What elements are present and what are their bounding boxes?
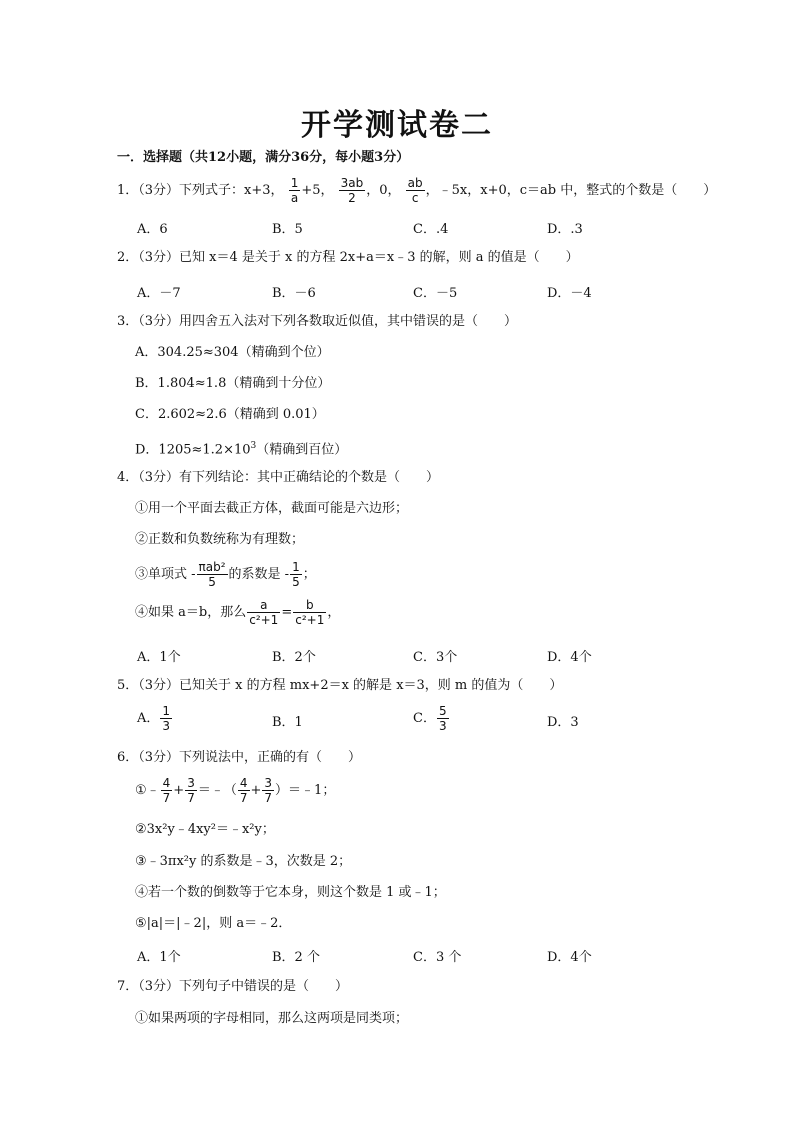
q6-option-c: C．3 个 — [413, 950, 462, 965]
denominator: 3 — [438, 719, 447, 733]
q1-option-d: D．.3 — [547, 222, 583, 237]
q1-fraction-3 — [406, 176, 425, 205]
q4-statement-1: ①用一个平面去截正方体，截面可能是六边形； — [135, 501, 409, 516]
q4-s4-fraction-1 — [247, 598, 280, 627]
q4-option-a: A．1个 — [137, 650, 181, 665]
q6-s1-frac-4 — [262, 776, 274, 805]
q2-option-a: A．－7 — [137, 286, 181, 301]
q4-option-b: B．2个 — [272, 650, 316, 665]
q4-s4-fraction-2 — [293, 598, 326, 627]
q3-option-c: C．2.602≈2.6（精确到 0.01） — [135, 407, 325, 422]
q1-expr-3: ，0， — [366, 183, 401, 198]
numerator: πab² — [198, 560, 226, 574]
q6-statement-1 — [135, 776, 335, 805]
denominator: 7 — [187, 791, 195, 805]
q2-option-c: C．－5 — [413, 286, 458, 301]
numerator: b — [293, 598, 326, 613]
q1-prefix: 1．（3分）下列式子： — [117, 183, 245, 198]
q4-option-d: D．4个 — [547, 650, 592, 665]
denominator: c²+1 — [249, 613, 279, 627]
q6-option-a: A．1个 — [137, 950, 181, 965]
q3-d-note: （精确到百位） — [256, 442, 348, 458]
question-2: 2．（3分）已知 x＝4 是关于 x 的方程 2x+a＝x﹣3 的解，则 a 的值是（ ） — [117, 250, 579, 265]
q3-option-b: B．1.804≈1.8（精确到十分位） — [135, 376, 331, 391]
q6-s1-plus-2: + — [250, 783, 262, 798]
q6-statement-5: ⑤|a|＝|﹣2|，则 a＝﹣2． — [135, 916, 292, 931]
numerator: 3 — [187, 776, 195, 790]
q2-option-b: B．－6 — [272, 286, 316, 301]
q4-statement-2: ②正数和负数统称为有理数； — [135, 532, 305, 547]
q5-a-label: A． — [137, 711, 160, 726]
q5-option-d: D．3 — [547, 715, 579, 730]
q4-statement-3 — [135, 560, 316, 589]
numerator: 3ab — [340, 176, 364, 190]
q4-s4-equals: = — [281, 605, 293, 620]
question-5: 5．（3分）已知关于 x 的方程 mx+2＝x 的解是 x＝3，则 m 的值为（ ） — [117, 678, 563, 693]
q5-option-b: B．1 — [272, 715, 303, 730]
q6-statement-3: ③﹣3πx²y 的系数是﹣3，次数是 2； — [135, 854, 352, 869]
denominator: c — [411, 191, 419, 205]
q2-option-d: D．－4 — [547, 286, 592, 301]
q1-option-c: C．.4 — [413, 222, 449, 237]
denominator: 5 — [292, 575, 300, 589]
q6-s1-plus: + — [173, 783, 185, 798]
q5-option-c — [413, 704, 450, 733]
question-3: 3．（3分）用四舍五入法对下列各数取近似值，其中错误的是（ ） — [117, 314, 518, 329]
numerator: 3 — [264, 776, 273, 790]
numerator: 5 — [438, 704, 447, 718]
q1-expr-1: x+3， — [244, 183, 284, 198]
q6-s1-text: ①﹣ — [135, 783, 160, 798]
q6-s1-frac-1 — [161, 776, 173, 805]
q4-option-c: C．3个 — [413, 650, 458, 665]
q6-s1-frac-3 — [238, 776, 250, 805]
q1-fraction-1 — [289, 176, 301, 205]
q7-statement-1: ①如果两项的字母相同，那么这两项是同类项； — [135, 1011, 409, 1026]
question-7: 7．（3分）下列句子中错误的是（ ） — [117, 979, 349, 994]
q1-expr-2: +5， — [301, 183, 334, 198]
denominator: a — [290, 191, 299, 205]
q1-option-a: A．6 — [137, 222, 168, 237]
q4-s3-fraction — [197, 560, 228, 589]
question-6: 6．（3分）下列说法中，正确的有（ ） — [117, 750, 362, 765]
question-1 — [117, 176, 716, 205]
numerator: 1 — [292, 560, 300, 574]
denominator: 5 — [208, 575, 216, 589]
q3-d-text: D．1205≈1.2×10 — [135, 442, 251, 458]
q4-s3-end: ； — [302, 567, 316, 582]
q3-d-exponent: 3 — [250, 441, 257, 451]
numerator: a — [247, 598, 280, 613]
q4-s3-text-2: 的系数是 - — [228, 567, 290, 582]
numerator: 1 — [290, 176, 299, 190]
page-title: 开学测试卷二 — [301, 108, 493, 143]
q4-s3-fraction-2 — [290, 560, 302, 589]
q5-option-a — [137, 704, 173, 733]
q5-c-label: C． — [413, 711, 436, 726]
section-heading: 一．选择题（共12小题，满分36分，每小题3分） — [117, 150, 410, 165]
q3-option-d — [135, 437, 347, 459]
q4-s4-text: ④如果 a＝b，那么 — [135, 605, 247, 620]
denominator: 7 — [162, 791, 171, 805]
denominator: 3 — [162, 719, 171, 733]
denominator: c²+1 — [295, 613, 325, 627]
q3-option-a: A．304.25≈304（精确到个位） — [135, 345, 330, 360]
q5-a-fraction — [160, 704, 172, 733]
q6-s1-end: ）＝﹣1； — [275, 783, 336, 798]
q6-statement-4: ④若一个数的倒数等于它本身，则这个数是 1 或﹣1； — [135, 885, 446, 900]
q1-fraction-2 — [339, 176, 366, 205]
denominator: 7 — [264, 791, 273, 805]
q6-s1-frac-2 — [185, 776, 197, 805]
q6-s1-mid: ＝﹣（ — [197, 783, 237, 798]
q1-option-b: B．5 — [272, 222, 303, 237]
numerator: 4 — [239, 776, 248, 790]
q4-s4-end: ， — [327, 605, 341, 620]
q6-option-b: B．2 个 — [272, 950, 320, 965]
denominator: 2 — [348, 191, 356, 205]
denominator: 7 — [239, 791, 248, 805]
numerator: 1 — [162, 704, 171, 718]
q4-statement-4 — [135, 598, 340, 627]
numerator: 4 — [162, 776, 171, 790]
q6-statement-2: ②3x²y﹣4xy²＝﹣x²y； — [135, 822, 275, 837]
q6-option-d: D．4个 — [547, 950, 592, 965]
q5-c-fraction — [437, 704, 449, 733]
q1-expr-4: ，﹣5x，x+0，c＝ab 中，整式的个数是（ ） — [425, 183, 717, 198]
numerator: ab — [407, 176, 423, 190]
q4-s3-text: ③单项式 - — [135, 567, 196, 582]
question-4: 4．（3分）有下列结论：其中正确结论的个数是（ ） — [117, 470, 440, 485]
